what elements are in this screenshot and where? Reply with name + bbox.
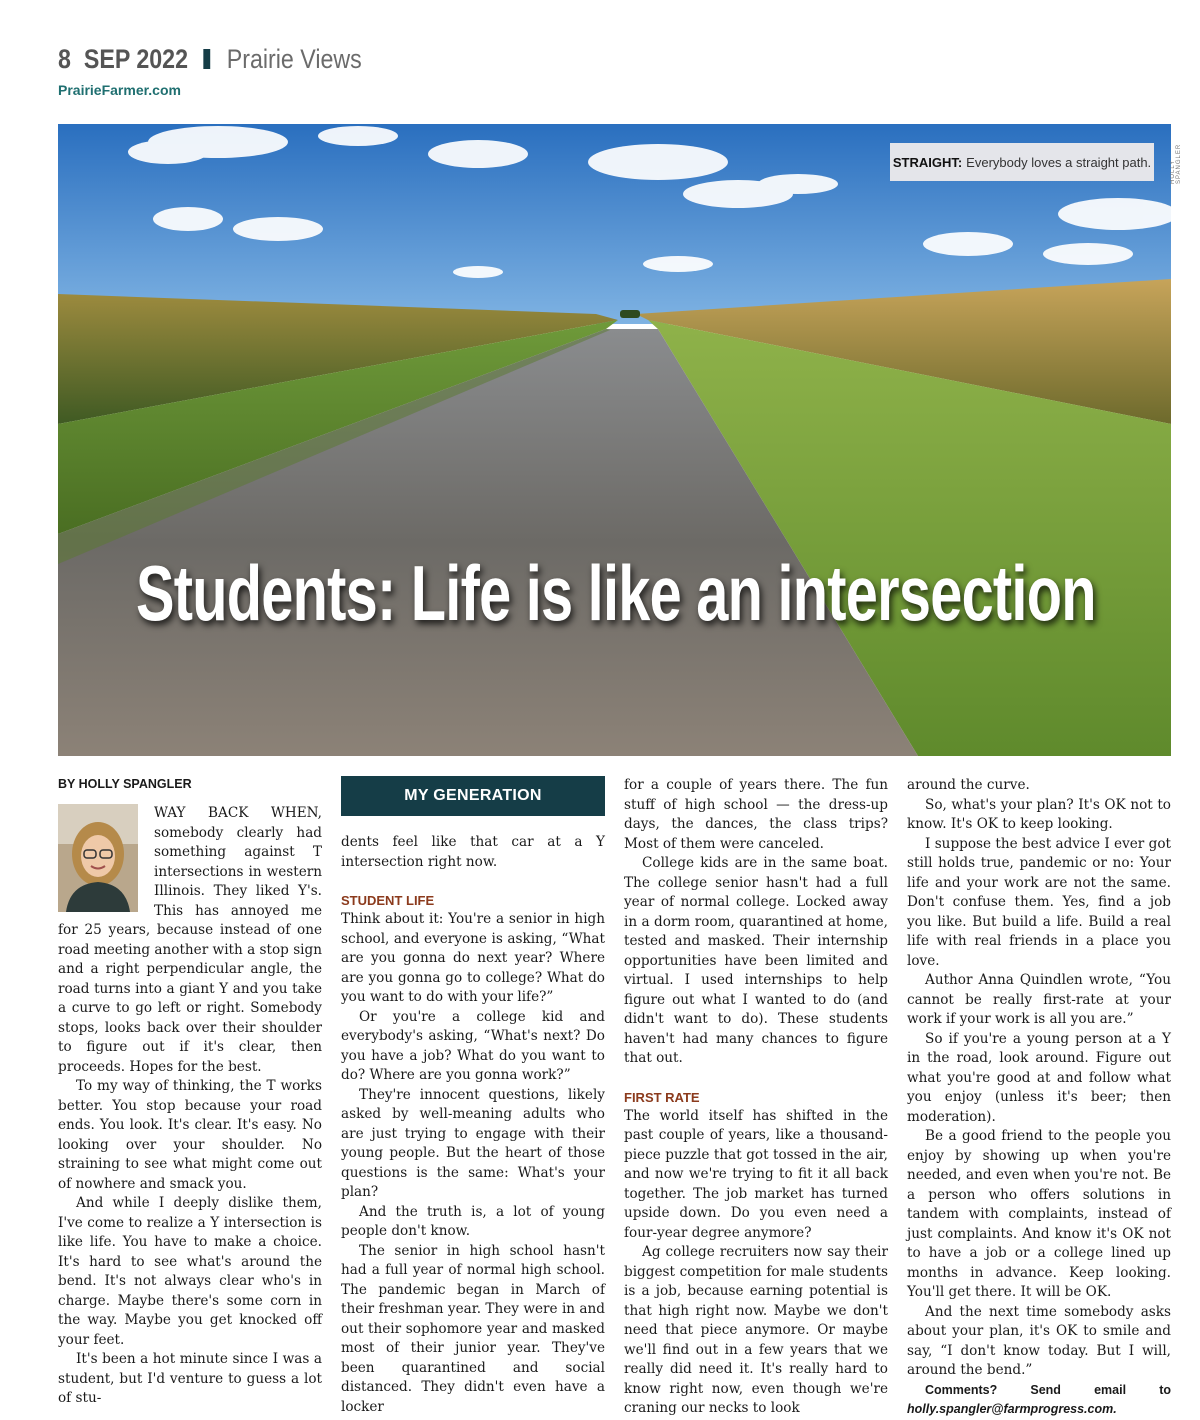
road-through-cornfields-image bbox=[58, 124, 1171, 756]
hero-photo bbox=[58, 124, 1171, 756]
page-number: 8 bbox=[58, 44, 71, 74]
paragraph: WAY BACK WHEN, somebody clearly had something against T intersections in western Illinois. They liked Y's. This has annoyed me for 25 years, because instead of one road meeting another with a stop sign and a right perpendicular angle, the road turns into a giant Y and you take a curve to go left or right. Somebody stops, looks back over their shoulder to figure out if it's clear, then proceeds. Hopes for the best. bbox=[58, 805, 322, 1075]
article-headline: Students: Life is like an intersection bbox=[136, 549, 1096, 637]
page-header bbox=[58, 44, 362, 75]
paragraph: Or you're a college kid and everybody's asking, “What's next? Do you have a job? What do you want to do? Where are you gonna work?” bbox=[341, 1008, 605, 1083]
subhead-student-life: STUDENT LIFE bbox=[341, 893, 435, 908]
author-signoff bbox=[907, 1381, 1171, 1420]
paragraph: I suppose the best advice I ever got still holds true, pandemic or no: Your life and your work are not the same. Don't confuse them. Yes, find a job you like. But build a life. Build a real life with real friends in a place you love. bbox=[907, 835, 1171, 969]
caption-text: Everybody loves a straight path. bbox=[966, 154, 1152, 170]
paragraph: dents feel like that car at a Y intersection right now. bbox=[341, 834, 605, 870]
paragraph: Ag college recruiters now say their biggest competition for male students is a job, because earning potential is that high right now. Maybe we don't need that piece anymore. Or maybe we'll find out in a few years that we really did need it. It's really hard to know right now, even though we're craning our necks to look bbox=[624, 1244, 888, 1416]
paragraph: And the next time somebody asks about your plan, it's OK to smile and say, “I don't know today. But I will, around the bend.” bbox=[907, 1303, 1171, 1378]
subhead-first-rate: FIRST RATE bbox=[624, 1089, 700, 1105]
author-email-link[interactable]: holly.spangler@farmprogress.com. bbox=[907, 1402, 1117, 1416]
column-2 bbox=[341, 776, 605, 1417]
section-name: Prairie Views bbox=[226, 44, 362, 74]
paragraph: College kids are in the same boat. The college senior hasn't had a full year of normal college. Locked away in a dorm room, quarantined at home, tested and masked. Their internship opportunities have been limited and virtual. I used internships to help figure out what I wanted to do (and didn't want to do). These students haven't had many chances to figure that out. bbox=[624, 855, 888, 1066]
paragraph: They're innocent questions, likely asked by well-meaning adults who are just trying to engage with their young people. But the heart of those questions is the same: What's your plan? bbox=[341, 1086, 605, 1200]
paragraph: It's been a hot minute since I was a student, but I'd venture to guess a lot of stu- bbox=[58, 1351, 322, 1406]
column-3 bbox=[624, 776, 888, 1419]
photo-caption bbox=[890, 143, 1154, 181]
header-divider bbox=[203, 49, 210, 69]
column-banner: MY GENERATION bbox=[341, 776, 605, 816]
paragraph: To my way of thinking, the T works better. You stop because your road ends. You look. It's clear. It's easy. No looking over your shoulder. No straining to see what might come out of nowhere and smack you. bbox=[58, 1078, 322, 1192]
site-link[interactable]: PrairieFarmer.com bbox=[58, 82, 181, 98]
paragraph: And the truth is, a lot of young people don't know. bbox=[341, 1203, 605, 1239]
photo-credit: HOLLY SPANGLER bbox=[1170, 143, 1182, 184]
column-1 bbox=[58, 776, 322, 1409]
paragraph: Be a good friend to the people you enjoy by showing up when you're needed, and even when you're not. Be a person who offers solutions in tandem with complaints, instead of just complaints. And know it's OK not to have a job or a college lined up months in advance. Keep looking. You'll get there. It will be OK. bbox=[907, 1128, 1171, 1300]
paragraph: So, what's your plan? It's OK not to know. It's OK to keep looking. bbox=[907, 796, 1171, 832]
paragraph: Author Anna Quindlen wrote, “You cannot be really first-rate at your work if your work is all you are.” bbox=[907, 972, 1171, 1027]
signoff-text: Comments? Send email to bbox=[925, 1382, 1171, 1397]
paragraph: Think about it: You're a senior in high school, and everyone is asking, “What are you gonna do next year? Where are you gonna go to college? What do you want to do with your life?” bbox=[341, 911, 605, 1005]
caption-label: STRAIGHT: bbox=[892, 154, 963, 170]
paragraph: The world itself has shifted in the past couple of years, like a thousand-piece puzzle that got tossed in the air, and now we're trying to fit it all back together. The job market has turned upside down. Do you even need a four-year degree anymore? bbox=[624, 1107, 888, 1241]
paragraph: And while I deeply dislike them, I've come to realize a Y intersection is like life. You have to make a choice. It's hard to see what's around the bend. It's not always clear who's in charge. Maybe there's some corn in the way. Maybe you get knocked off your feet. bbox=[58, 1195, 322, 1348]
author-portrait bbox=[58, 804, 138, 912]
paragraph: The senior in high school hasn't had a full year of normal high school. The pandemic began in March of their freshman year. They were in and out their sophomore year and masked most of their junior year. They've been quarantined and social distanced. They didn't even have a locker bbox=[341, 1242, 605, 1415]
paragraph: for a couple of years there. The fun stuff of high school — the dress-up days, the dances, the class trips? Most of them were canceled. bbox=[624, 777, 888, 852]
issue-date: SEP 2022 bbox=[83, 44, 188, 74]
paragraph: around the curve. bbox=[907, 777, 1030, 793]
column-4 bbox=[907, 776, 1171, 1420]
paragraph: So if you're a young person at a Y in the road, look around. Figure out what you're good at and follow what you enjoy (unless it's beer; then moderation). bbox=[907, 1030, 1171, 1125]
byline: BY HOLLY SPANGLER bbox=[58, 777, 192, 791]
